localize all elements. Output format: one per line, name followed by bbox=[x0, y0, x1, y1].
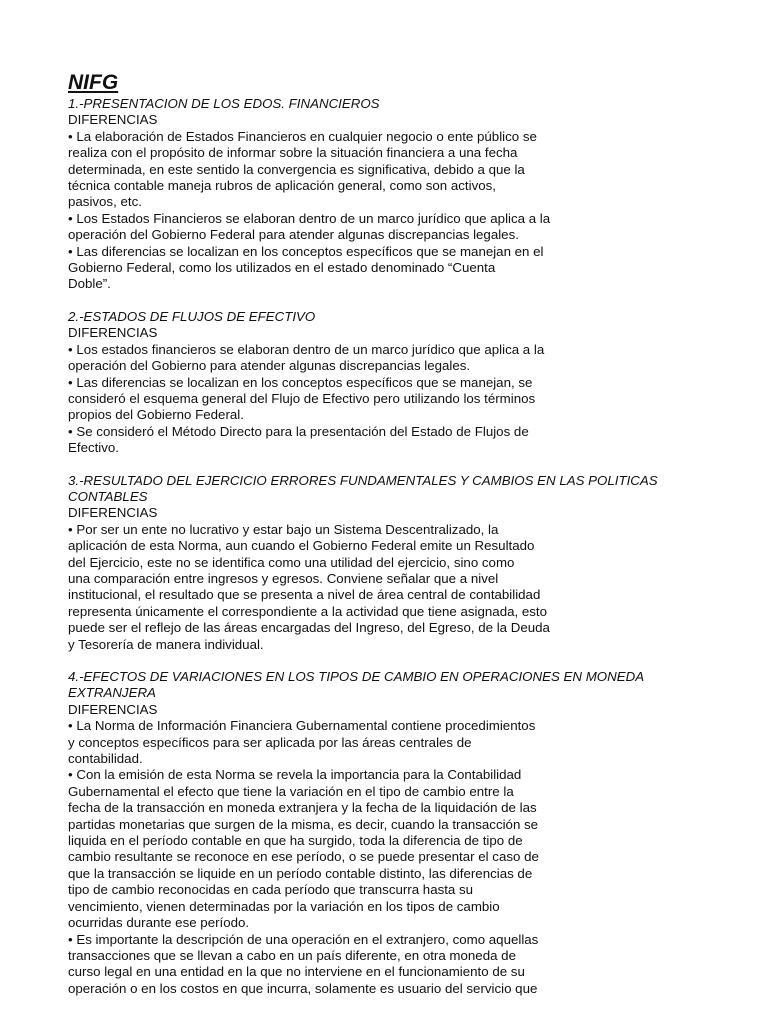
body-text-line: técnica contable maneja rubros de aplicación general, como son activos, bbox=[68, 178, 496, 194]
section-subheading: DIFERENCIAS bbox=[68, 325, 158, 341]
body-text-line: cambio resultante se reconoce en ese período, o se puede presentar el caso de bbox=[68, 849, 539, 865]
section-heading: 3.-RESULTADO DEL EJERCICIO ERRORES FUNDAMENTALES Y CAMBIOS EN LAS POLITICAS CONTABLES bbox=[68, 472, 658, 504]
section-heading: 2.-ESTADOS DE FLUJOS DE EFECTIVO bbox=[68, 308, 316, 324]
section-4 bbox=[68, 669, 758, 997]
section-1 bbox=[68, 96, 758, 293]
section-subheading: DIFERENCIAS bbox=[68, 505, 158, 521]
body-text-line: • Se consideró el Método Directo para la presentación del Estado de Flujos de bbox=[68, 423, 529, 439]
body-text-line: transacciones que se llevan a cabo en un país diferente, en otra moneda de bbox=[68, 947, 516, 963]
body-text-line: tipo de cambio reconocidas en cada período que transcurra hasta su bbox=[68, 882, 474, 898]
body-text-line: pasivos, etc. bbox=[68, 194, 142, 210]
body-text-line: curso legal en una entidad en la que no interviene en el funcionamiento de su bbox=[68, 964, 525, 980]
body-text-line: • Con la emisión de esta Norma se revela la importancia para la Contabilidad bbox=[68, 767, 522, 783]
body-text-line: • Los Estados Financieros se elaboran dentro de un marco jurídico que aplica a la bbox=[68, 210, 551, 226]
document-page bbox=[68, 70, 758, 997]
section-subheading: DIFERENCIAS bbox=[68, 112, 158, 128]
body-text-line: una comparación entre ingresos y egresos. Conviene señalar que a nivel bbox=[68, 570, 499, 586]
body-text-line: • Las diferencias se localizan en los conceptos específicos que se manejan, se bbox=[68, 374, 533, 390]
document-title: NIFG bbox=[68, 71, 119, 94]
sections-container bbox=[68, 96, 758, 997]
body-text-line: vencimiento, vienen determinadas por la variación en los tipos de cambio bbox=[68, 898, 500, 914]
body-text-line: • Las diferencias se localizan en los conceptos específicos que se manejan en el bbox=[68, 243, 544, 259]
body-text-line: realiza con el propósito de informar sobre la situación financiera a una fecha bbox=[68, 145, 518, 161]
body-text-line: Doble”. bbox=[68, 276, 111, 292]
body-text-line: • Es importante la descripción de una operación en el extranjero, como aquellas bbox=[68, 931, 539, 947]
body-text-line: Efectivo. bbox=[68, 440, 119, 456]
body-text-line: operación del Gobierno Federal para atender algunas discrepancias legales. bbox=[68, 227, 519, 243]
body-text-line: que la transacción se liquide en un período contable distinto, las diferencias de bbox=[68, 865, 533, 881]
body-text-line: • La elaboración de Estados Financieros en cualquier negocio o ente público se bbox=[68, 128, 537, 144]
body-text-line: Gobierno Federal, como los utilizados en el estado denominado “Cuenta bbox=[68, 260, 496, 276]
body-text-line: y conceptos específicos para ser aplicada por las áreas centrales de bbox=[68, 734, 472, 750]
body-text-line: operación del Gobierno para atender algunas discrepancias legales. bbox=[68, 358, 471, 374]
body-text-line: institucional, el resultado que se presenta a nivel de área central de contabilidad bbox=[68, 587, 541, 603]
body-text-line: • Los estados financieros se elaboran dentro de un marco jurídico que aplica a la bbox=[68, 341, 545, 357]
body-text-line: • Por ser un ente no lucrativo y estar bajo un Sistema Descentralizado, la bbox=[68, 521, 499, 537]
body-text-line: aplicación de esta Norma, aun cuando el Gobierno Federal emite un Resultado bbox=[68, 538, 535, 554]
body-text-line: consideró el esquema general del Flujo de Efectivo pero utilizando los términos bbox=[68, 390, 536, 406]
body-text-line: propios del Gobierno Federal. bbox=[68, 407, 244, 423]
body-text-line: puede ser el reflejo de las áreas encargadas del Ingreso, del Egreso, de la Deuda bbox=[68, 620, 550, 636]
section-heading: 4.-EFECTOS DE VARIACIONES EN LOS TIPOS DE CAMBIO EN OPERACIONES EN MONEDA EXTRANJERA bbox=[68, 669, 644, 701]
body-text-line: ocurridas durante ese período. bbox=[68, 915, 250, 931]
body-text-line: y Tesorería de manera individual. bbox=[68, 636, 264, 652]
body-text-line: Gubernamental el efecto que tiene la variación en el tipo de cambio entre la bbox=[68, 783, 514, 799]
body-text-line: operación o en los costos en que incurra, solamente es usuario del servicio que bbox=[68, 980, 538, 996]
body-text-line: partidas monetarias que surgen de la misma, es decir, cuando la transacción se bbox=[68, 816, 539, 832]
section-subheading: DIFERENCIAS bbox=[68, 701, 158, 717]
body-text-line: del Ejercicio, este no se identifica como una utilidad del ejercicio, sino como bbox=[68, 554, 515, 570]
section-2 bbox=[68, 309, 758, 457]
section-3 bbox=[68, 473, 758, 653]
body-text-line: determinada, en este sentido la convergencia es significativa, debido a que la bbox=[68, 161, 525, 177]
body-text-line: contabilidad. bbox=[68, 751, 143, 767]
body-text-line: representa únicamente el correspondiente a la actividad que tiene asignada, esto bbox=[68, 603, 548, 619]
body-text-line: • La Norma de Información Financiera Gubernamental contiene procedimientos bbox=[68, 718, 536, 734]
section-heading: 1.-PRESENTACION DE LOS EDOS. FINANCIEROS bbox=[68, 96, 380, 111]
body-text-line: fecha de la transacción en moneda extranjera y la fecha de la liquidación de las bbox=[68, 800, 537, 816]
body-text-line: liquida en el período contable en que ha surgido, toda la diferencia de tipo de bbox=[68, 833, 523, 849]
